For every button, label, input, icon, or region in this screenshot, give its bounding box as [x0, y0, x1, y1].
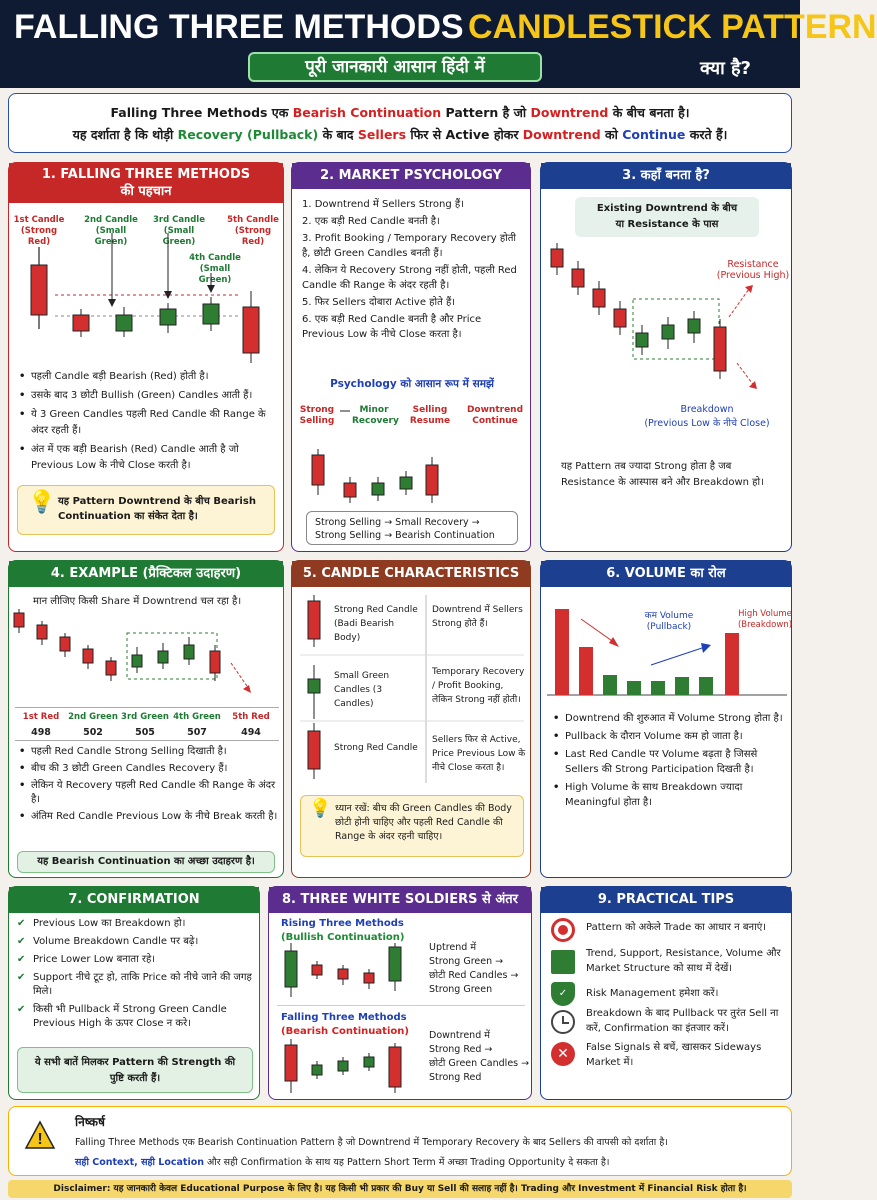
- candle-label: 4th Candle (Small Green): [189, 253, 241, 285]
- conclusion-tail: और सही Confirmation के साथ यह Pattern Short Term में अच्छा Trading Opportunity दे सकता है।: [204, 1157, 610, 1168]
- example-table: [15, 707, 279, 741]
- col-value: 502: [83, 727, 103, 738]
- panel-volume: [540, 560, 792, 878]
- panel-characteristics: [291, 560, 531, 878]
- note-text: ध्यान रखें: बीच की Green Candles की Body छोटी होनी चाहिए और पहली Red Candle की Range के अंदर रहनी चाहिए।: [335, 803, 512, 842]
- caution-note: [300, 795, 524, 857]
- tip-text: Breakdown के बाद Pullback पर तुरंत Sell ना करें, Confirmation का इंतजार करें।: [586, 1008, 779, 1034]
- panel-title: 3. कहाँ बनता है?: [541, 163, 791, 189]
- conclusion-box: [8, 1106, 792, 1176]
- check-item: ✔ Previous Low का Breakdown हो।: [17, 917, 255, 931]
- rising-label: [281, 917, 404, 945]
- flow-step: Selling Resume: [409, 405, 451, 426]
- tip-text: False Signals से बचें, खासकर Sideways Market में।: [586, 1042, 762, 1068]
- tip-text: Pattern को अकेले Trade का आधार न बनाएं।: [586, 922, 767, 933]
- breakdown-text: Breakdown: [680, 404, 734, 415]
- note-text: यह Pattern Downtrend के बीच Bearish Continuation का संकेत देता है।: [58, 496, 256, 522]
- char-desc: Sellers फिर से Active, Price Previous Low के नीचे Close करता है।: [432, 735, 526, 773]
- table-cell: [223, 712, 279, 738]
- psychology-chart: [292, 441, 532, 511]
- panel-example: [8, 560, 284, 878]
- panel-confirmation: [8, 886, 260, 1100]
- resistance-text: (Previous High): [716, 270, 790, 281]
- bullet-list: [19, 369, 279, 477]
- example-intro: मान लीजिए किसी Share में Downtrend चल रहा है।: [33, 596, 242, 607]
- panel-title: 8. THREE WHITE SOLDIERS से अंतर: [269, 887, 531, 913]
- location-text: यह Pattern तब ज्यादा Strong होता है जब Resistance के आस्पास बने और Breakdown हो।: [561, 461, 764, 488]
- candle-label: 5th Candle (Strong Red): [227, 215, 279, 247]
- conclusion-title: निष्कर्ष: [75, 1115, 105, 1129]
- example-note: यह Bearish Continuation का अच्छा उदाहरण है।: [17, 851, 275, 873]
- section-subtitle: Psychology को आसान रूप में समझें: [330, 378, 494, 390]
- conclusion-text: Falling Three Methods एक Bearish Continuation Pattern है जो Downtrend में Temporary Recovery के बाद Sellers की वापसी को दर्शाता है।: [75, 1137, 668, 1148]
- summary-box: [306, 511, 518, 545]
- chart-icon: [551, 950, 575, 974]
- header-banner: [0, 0, 877, 88]
- list-item: • लेकिन ये Recovery पहली Red Candle की Range के अंदर है।: [19, 779, 279, 807]
- list-item: • Pullback के दौरान Volume कम हो जाता है।: [553, 729, 789, 744]
- panel-psychology: [291, 162, 531, 552]
- intro-text: करते हैं।: [685, 127, 728, 142]
- intro-text: Downtrend: [522, 127, 601, 142]
- rising-desc: Uptrend में Strong Green → छोटी Red Candles → Strong Green: [429, 942, 519, 995]
- flow-step: Downtrend Continue: [466, 405, 524, 426]
- flow-step: Minor Recovery: [352, 405, 399, 426]
- col-value: 505: [135, 727, 155, 738]
- char-desc: Temporary Recovery / Profit Booking, लेकिन Strong नहीं होती।: [432, 667, 525, 705]
- panel-title: 6. VOLUME का रोल: [541, 561, 791, 587]
- list-item: • ये 3 Green Candles पहली Red Candle की Range के अंदर रहती हैं।: [19, 407, 279, 439]
- comparison-candles: [275, 943, 425, 1123]
- char-desc: Downtrend में Sellers Strong होते हैं।: [432, 605, 523, 629]
- char-name: Strong Red Candle: [334, 743, 418, 753]
- cross-icon: ✕: [551, 1042, 575, 1066]
- panel-title: 4. EXAMPLE (प्रैक्टिकल उदाहरण): [9, 561, 283, 587]
- intro-text: Bearish Continuation: [292, 105, 442, 120]
- summary-line: Strong Selling → Bearish Continuation: [315, 530, 495, 541]
- pattern-diagram: [9, 233, 285, 363]
- tip-text: Risk Management हमेशा करें।: [586, 988, 719, 999]
- intro-text: Sellers: [357, 127, 407, 142]
- rising-type: (Bullish Continuation): [281, 932, 405, 943]
- disclaimer: Disclaimer: यह जानकारी केवल Educational Purpose के लिए है। यह किसी भी प्रकार की Buy या Sell की सलाह नहीं है। Trading और Investment में Financial Risk होता है।: [8, 1180, 792, 1198]
- shield-icon: ✓: [551, 982, 575, 1006]
- check-item: ✔ Support नीचे टूट हो, ताकि Price को नीचे जाने की जगह मिले।: [17, 971, 255, 999]
- subtitle-badge: पूरी जानकारी आसान हिंदी में: [248, 52, 542, 82]
- panel-location: [540, 162, 792, 552]
- bullet-list: [553, 711, 789, 813]
- intro-box: [8, 93, 792, 153]
- numbered-list: [302, 197, 526, 344]
- col-name: 4th Green: [173, 712, 221, 722]
- intro-text: Recovery (Pullback): [177, 127, 319, 142]
- intro-text: यह दर्शाता है कि थोड़ी: [72, 127, 178, 142]
- intro-text: Downtrend: [530, 105, 609, 120]
- table-cell: [15, 712, 67, 738]
- intro-text: Pattern है जो: [441, 105, 531, 120]
- check-item: ✔ किसी भी Pullback में Strong Green Candle Previous High के ऊपर Close न करे।: [17, 1003, 255, 1031]
- panel-comparison: [268, 886, 532, 1100]
- panel-identification: [8, 162, 284, 552]
- falling-name: Falling Three Methods: [281, 1012, 407, 1023]
- falling-desc: Downtrend में Strong Red → छोटी Green Candles → Strong Red: [429, 1030, 530, 1083]
- char-name: Small Green Candles (3 Candles): [334, 671, 390, 709]
- tip-text: Trend, Support, Resistance, Volume और Market Structure को साथ में देखें।: [586, 948, 781, 974]
- list-item: • High Volume के साथ Breakdown ज्यादा Meaningful होता है।: [553, 780, 789, 810]
- panel-title-line: 1. FALLING THREE METHODS: [41, 167, 251, 182]
- example-chart: [9, 607, 285, 697]
- list-item: • उसके बाद 3 छोटी Bullish (Green) Candles आती हैं।: [19, 388, 279, 404]
- list-item: • Last Red Candle पर Volume बढ़ता है जिससे Sellers की Strong Participation दिखती है।: [553, 747, 789, 777]
- confirmation-note: ये सभी बातें मिलकर Pattern की Strength की पुष्टि करती हैं।: [17, 1047, 253, 1093]
- svg-text:!: !: [37, 1131, 43, 1148]
- list-item: 3. Profit Booking / Temporary Recovery होती है, छोटी Green Candles बनती हैं।: [302, 233, 517, 259]
- checklist: [17, 917, 255, 1035]
- info-note: [17, 485, 275, 535]
- title-white: FALLING THREE METHODS: [14, 8, 464, 46]
- high-volume-label: High Volume (Breakdown): [737, 609, 793, 630]
- list-item: • अंतिम Red Candle Previous Low के नीचे Break करती है।: [19, 810, 279, 824]
- resistance-label: [713, 259, 793, 281]
- list-item: 6. एक बड़ी Red Candle बनती है और Price Previous Low के नीचे Close करता है।: [302, 314, 482, 340]
- panel-title: 7. CONFIRMATION: [9, 887, 259, 913]
- title-question: क्या है?: [700, 58, 751, 79]
- list-item: 2. एक बड़ी Red Candle बनती है।: [302, 216, 440, 227]
- conclusion-highlight: सही Context, सही Location: [75, 1157, 205, 1168]
- list-item: • अंत में एक बड़ी Bearish (Red) Candle आती है जो Previous Low के नीचे Close करती है।: [19, 442, 279, 474]
- col-name: 2nd Green: [68, 712, 118, 722]
- list-item: • पहली Candle बड़ी Bearish (Red) होती है।: [19, 369, 279, 385]
- candle-label: 1st Candle (Strong Red): [13, 215, 65, 247]
- panel-title: [9, 163, 283, 203]
- rising-name: Rising Three Methods: [281, 918, 404, 929]
- panel-title: 5. CANDLE CHARACTERISTICS: [292, 561, 530, 587]
- col-name: 5th Red: [232, 712, 270, 722]
- list-item: 1. Downtrend में Sellers Strong हैं।: [302, 199, 464, 210]
- intro-text: फिर से Active होकर: [406, 127, 523, 142]
- table-cell: [67, 712, 119, 738]
- table-cell: [171, 712, 223, 738]
- clock-icon: [551, 1010, 575, 1034]
- bullet-list: [19, 745, 279, 827]
- tag-line: Existing Downtrend के बीच: [596, 203, 738, 214]
- flow-step: Strong Selling: [299, 405, 335, 426]
- breakdown-text: (Previous Low के नीचे Close): [644, 418, 770, 429]
- title-yellow: CANDLESTICK PATTERN: [468, 8, 877, 46]
- conclusion-text: [75, 1155, 785, 1168]
- panel-title-line: की पहचान: [120, 184, 172, 199]
- col-value: 494: [241, 727, 261, 738]
- check-item: ✔ Price Lower Low बनाता रहे।: [17, 953, 255, 967]
- candle-label: 3rd Candle (Small Green): [153, 215, 205, 247]
- bulb-icon: 💡: [28, 490, 56, 515]
- intro-text: के बीच बनता है।: [608, 105, 690, 120]
- candle-label: 2nd Candle (Small Green): [84, 215, 138, 247]
- char-name: Strong Red Candle (Badi Bearish Body): [334, 605, 418, 643]
- intro-text: Falling Three Methods एक: [110, 105, 293, 120]
- bulb-icon: 💡: [309, 798, 332, 819]
- resistance-text: Resistance: [727, 259, 779, 270]
- low-volume-label: कम Volume (Pullback): [644, 611, 694, 632]
- falling-type: (Bearish Continuation): [281, 1026, 409, 1037]
- intro-text: Continue: [622, 127, 686, 142]
- list-item: 5. फिर Sellers दोबारा Active होते हैं।: [302, 297, 456, 308]
- target-icon: [551, 918, 575, 942]
- table-cell: [119, 712, 171, 738]
- summary-line: Strong Selling → Small Recovery →: [315, 517, 480, 528]
- panel-title: 9. PRACTICAL TIPS: [541, 887, 791, 913]
- list-item: 4. लेकिन ये Recovery Strong नहीं होती, पहली Red Candle की Range के अंदर रहती है।: [302, 265, 517, 291]
- location-tag: [575, 197, 759, 237]
- list-item: • बीच की 3 छोटी Green Candles Recovery हैं।: [19, 762, 279, 776]
- intro-text: को: [600, 127, 623, 142]
- intro-text: के बाद: [318, 127, 358, 142]
- breakdown-label: [621, 403, 793, 431]
- col-name: 1st Red: [22, 712, 60, 722]
- check-item: ✔ Volume Breakdown Candle पर बढ़े।: [17, 935, 255, 949]
- col-name: 3rd Green: [121, 712, 169, 722]
- col-value: 498: [31, 727, 51, 738]
- panel-title: 2. MARKET PSYCHOLOGY: [292, 163, 530, 189]
- warning-icon: [25, 1121, 55, 1149]
- list-item: • पहली Red Candle Strong Selling दिखाती है।: [19, 745, 279, 759]
- col-value: 507: [187, 727, 207, 738]
- list-item: • Downtrend की शुरुआत में Volume Strong होता है।: [553, 711, 789, 726]
- tag-line: या Resistance के पास: [615, 219, 719, 230]
